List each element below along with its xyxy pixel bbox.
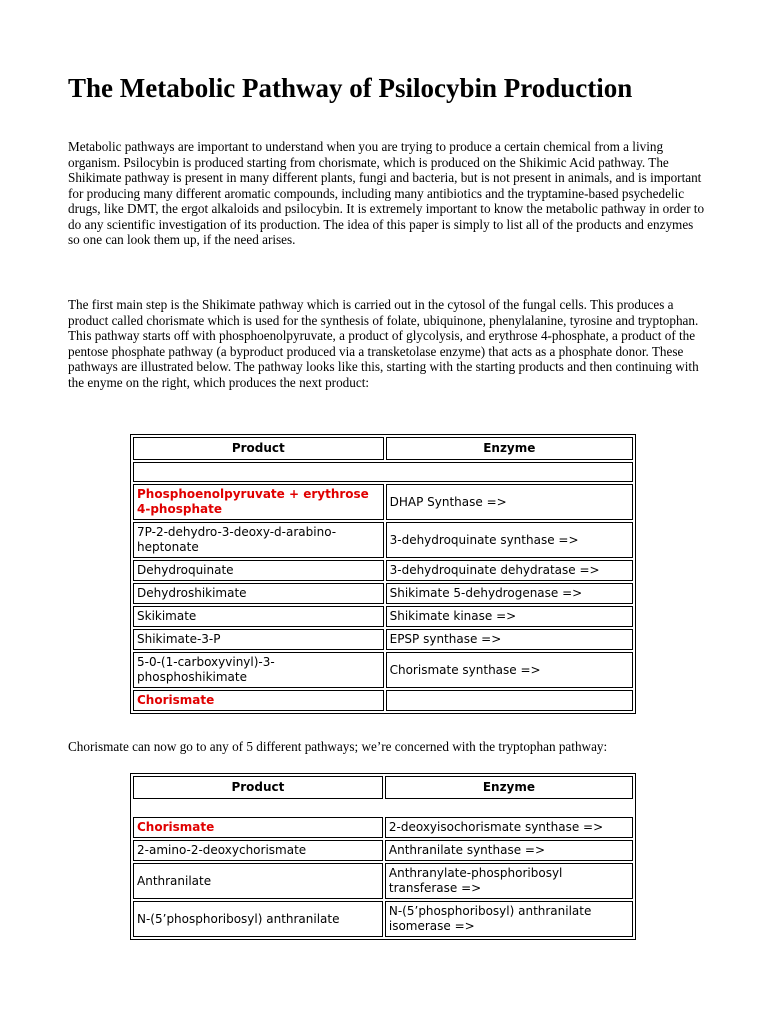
product-cell: Shikimate-3-P [133, 629, 384, 650]
product-cell: Dehydroshikimate [133, 583, 384, 604]
table-header-row [133, 437, 633, 460]
product-cell: 7P-2-dehydro-3-deoxy-d-arabino-heptonate [133, 522, 384, 558]
tryptophan-pathway-table [130, 773, 636, 940]
enzyme-cell: 3-dehydroquinate dehydratase => [386, 560, 633, 581]
product-cell: Dehydroquinate [133, 560, 384, 581]
table-row [133, 817, 633, 838]
product-cell: 2-amino-2-deoxychorismate [133, 840, 383, 861]
shikimate-paragraph: The first main step is the Shikimate pathway which is carried out in the cytosol of the fungal cells. This produces a product called chorismate which is used for the synthesis of folate, ubiquinone, phenylalanine, tyrosine and tryptophan. This pathway starts off with phosphoenolpyruvate, a product of glycolysis, and erythrose 4-phosphate, a product of the pentose phosphate pathway (a byproduct produced via a transketolase enzyme) that acts as a phosphate donor. These pathways are illustrated below. The pathway looks like this, starting with the starting products and then continuing with the enyme on the right, which produces the next product: [68, 297, 699, 390]
table-row [133, 652, 633, 688]
table-row [133, 583, 633, 604]
product-cell: 5-0-(1-carboxyvinyl)-3-phosphoshikimate [133, 652, 384, 688]
enzyme-cell: Anthranilate synthase => [385, 840, 633, 861]
enzyme-cell: Shikimate 5-dehydrogenase => [386, 583, 633, 604]
enzyme-cell: Chorismate synthase => [386, 652, 633, 688]
table-row [133, 690, 633, 711]
table-row [133, 840, 633, 861]
product-column-header: Product [133, 776, 383, 799]
table-row [133, 560, 633, 581]
product-cell: Phosphoenolpyruvate + erythrose 4-phosphate [133, 484, 384, 520]
product-cell: Chorismate [133, 690, 384, 711]
table-row [133, 863, 633, 899]
table-row [133, 484, 633, 520]
spacer-cell [133, 462, 633, 482]
spacer-row [133, 462, 633, 482]
table-row [133, 629, 633, 650]
enzyme-cell: DHAP Synthase => [386, 484, 633, 520]
enzyme-cell: 3-dehydroquinate synthase => [386, 522, 633, 558]
enzyme-cell: 2-deoxyisochorismate synthase => [385, 817, 633, 838]
enzyme-cell: Anthranylate-phosphoribosyl transferase => [385, 863, 633, 899]
product-column-header: Product [133, 437, 384, 460]
page-title: The Metabolic Pathway of Psilocybin Production [68, 73, 633, 103]
shikimate-pathway-table [130, 434, 636, 714]
table-header-row [133, 776, 633, 799]
enzyme-cell [386, 690, 633, 711]
table-row [133, 606, 633, 627]
enzyme-column-header: Enzyme [386, 437, 633, 460]
spacer-cell [133, 801, 633, 815]
intro-paragraph: Metabolic pathways are important to understand when you are trying to produce a certain chemical from a living organism. Psilocybin is produced starting from chorismate, which is produced on the Shikimic Acid pathway. The Shikimate pathway is present in many different plants, fungi and bacteria, but is not present in animals, and is important for producing many different aromatic compounds, including many antibiotics and the tryptamine-based psychedelic drugs, like DMT, the ergot alkaloids and psilocybin. It is extremely important to know the metabolic pathway in order to do any scientific investigation of its production. The idea of this paper is simply to list all of the products and enzymes so one can look them up, if the need arises. [68, 139, 705, 247]
tryptophan-paragraph: Chorismate can now go to any of 5 different pathways; we’re concerned with the tryptophan pathway: [68, 739, 608, 754]
product-cell: Skikimate [133, 606, 384, 627]
enzyme-cell: N-(5’phosphoribosyl) anthranilate isomerase => [385, 901, 633, 937]
table-row [133, 522, 633, 558]
product-cell: Anthranilate [133, 863, 383, 899]
enzyme-cell: EPSP synthase => [386, 629, 633, 650]
spacer-row [133, 801, 633, 815]
table-row [133, 901, 633, 937]
product-cell: N-(5’phosphoribosyl) anthranilate [133, 901, 383, 937]
enzyme-column-header: Enzyme [385, 776, 633, 799]
enzyme-cell: Shikimate kinase => [386, 606, 633, 627]
product-cell: Chorismate [133, 817, 383, 838]
